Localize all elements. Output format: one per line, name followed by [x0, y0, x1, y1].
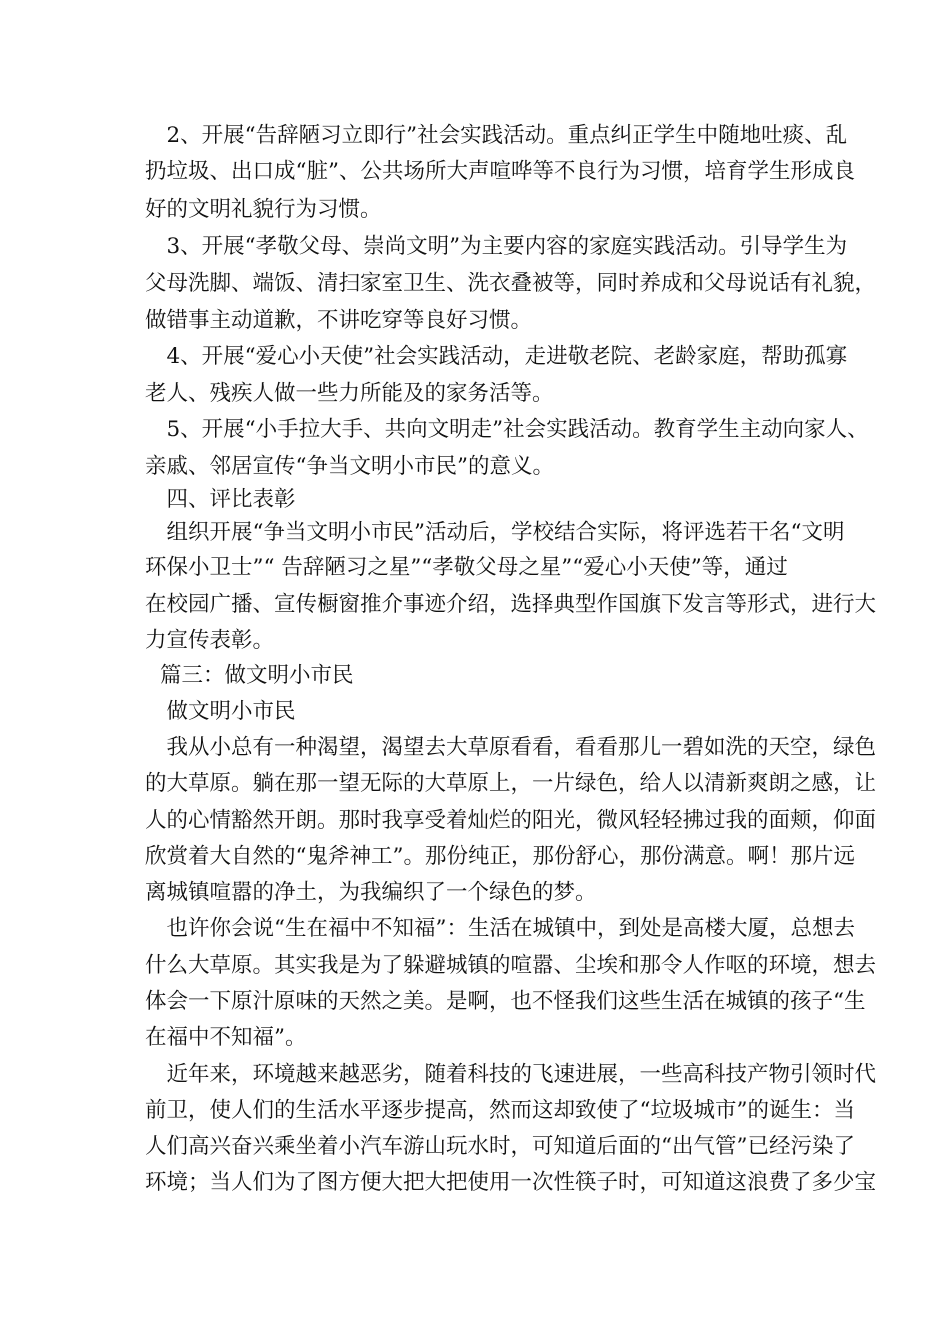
- text-line: 人的心情豁然开朗。那时我享受着灿烂的阳光，微风轻轻拂过我的面颊，仰面: [145, 808, 877, 833]
- text-line: 的大草原。躺在那一望无际的大草原上，一片绿色，给人以清新爽朗之感，让: [145, 771, 877, 796]
- text-line: 父母洗脚、端饭、清扫家室卫生、洗衣叠被等，同时养成和父母说话有礼貌，: [145, 271, 877, 296]
- text-line: 近年来，环境越来越恶劣，随着科技的飞速进展，一些高科技产物引领时代: [145, 1062, 877, 1087]
- text-line: 欣赏着大自然的“鬼斧神工”。那份纯正，那份舒心，那份满意。啊！那片远: [145, 844, 855, 869]
- text-line: 前卫，使人们的生活水平逐步提高，然而这却致使了“垃圾城市”的诞生：当: [145, 1098, 855, 1123]
- text-line: 4、开展“爱心小天使”社会实践活动，走进敬老院、老龄家庭，帮助孤寡: [145, 344, 848, 369]
- text-line: 3、开展“孝敬父母、崇尚文明”为主要内容的家庭实践活动。引导学生为: [145, 234, 848, 259]
- text-line: 老人、残疾人做一些力所能及的家务活等。: [145, 381, 554, 406]
- article-title: 做文明小市民: [145, 699, 296, 724]
- text-line: 在福中不知福”。: [145, 1025, 307, 1050]
- text-line: 在校园广播、宣传橱窗推介事迹介绍，选择典型作国旗下发言等形式，进行大: [145, 592, 877, 617]
- text-line: 组织开展“争当文明小市民”活动后，学校结合实际，将评选若干名“文明: [145, 520, 845, 545]
- text-line: 5、开展“小手拉大手、共向文明走”社会实践活动。教育学生主动向家人、: [145, 417, 869, 442]
- text-line: 2、开展“告辞陋习立即行”社会实践活动。重点纠正学生中随地吐痰、乱: [145, 123, 848, 148]
- text-line: 也许你会说“生在福中不知福”：生活在城镇中，到处是高楼大厦，总想去: [145, 916, 855, 941]
- text-line: 环保小卫士”“ 告辞陋习之星”“孝敬父母之星”“爱心小天使”等，通过: [145, 555, 788, 580]
- text-line: 亲戚、邻居宣传“争当文明小市民”的意义。: [145, 454, 554, 479]
- text-line: 人们高兴奋兴乘坐着小汽车游山玩水时，可知道后面的“出气管”已经污染了: [145, 1134, 855, 1159]
- text-line: 我从小总有一种渴望，渴望去大草原看看，看看那儿一碧如洗的天空，绿色: [145, 735, 877, 760]
- text-line: 离城镇喧嚣的净土，为我编织了一个绿色的梦。: [145, 880, 597, 905]
- text-line: 环境；当人们为了图方便大把大把使用一次性筷子时，可知道这浪费了多少宝: [145, 1170, 877, 1195]
- section-heading: 四、评比表彰: [145, 487, 296, 512]
- text-line: 好的文明礼貌行为习惯。: [145, 197, 382, 222]
- text-line: 什么大草原。其实我是为了躲避城镇的喧嚣、尘埃和那令人作呕的环境，想去: [145, 953, 877, 978]
- text-line: 扔垃圾、出口成“脏”、公共场所大声喧哗等不良行为习惯，培育学生形成良: [145, 159, 855, 184]
- text-line: 力宣传表彰。: [145, 628, 275, 653]
- text-line: 体会一下原汁原味的天然之美。是啊，也不怪我们这些生活在城镇的孩子“生: [145, 989, 866, 1014]
- text-line: 做错事主动道歉，不讲吃穿等良好习惯。: [145, 308, 533, 333]
- article-heading: 篇三：做文明小市民: [160, 663, 354, 688]
